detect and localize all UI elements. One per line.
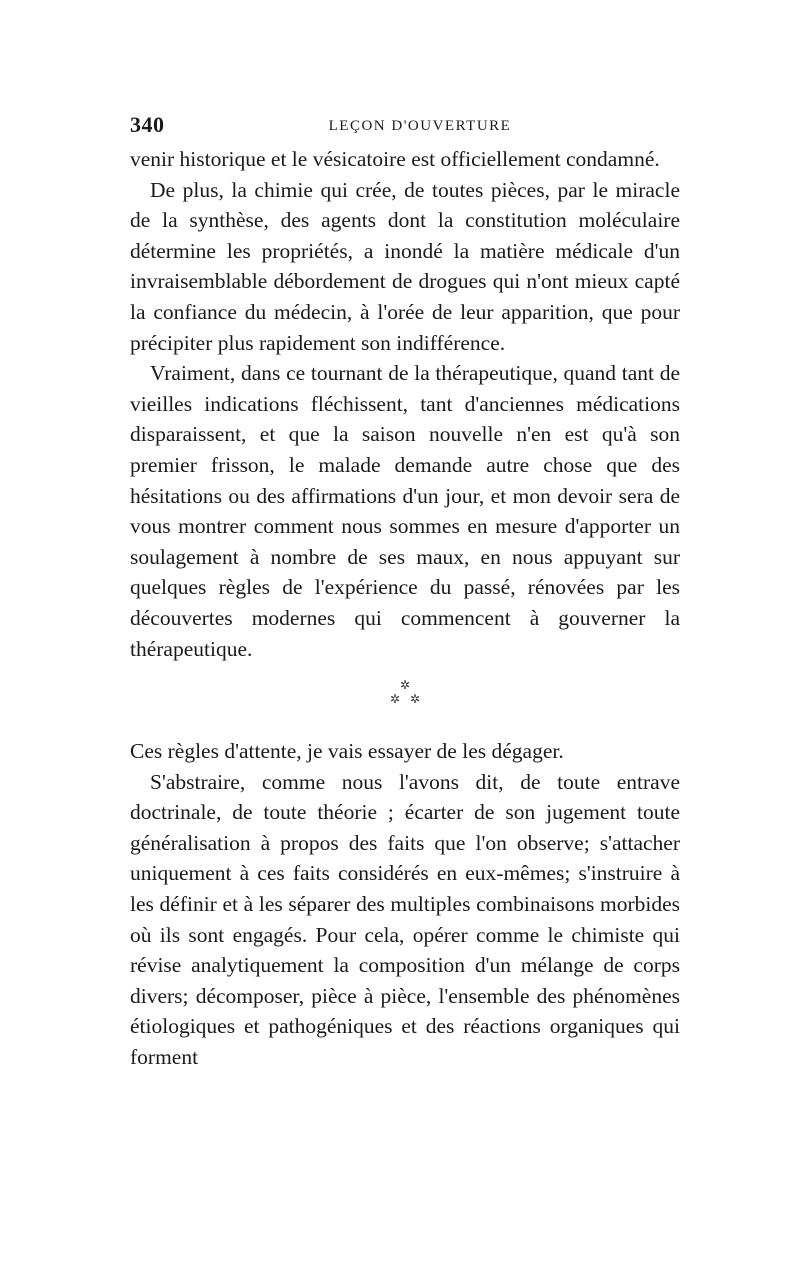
asterism-star-icon: ✲ (410, 692, 421, 707)
page-number: 340 (130, 112, 165, 137)
body-text (130, 144, 680, 1073)
asterism-star-icon: ✲ (400, 678, 411, 693)
paragraph: S'abstraire, comme nous l'avons dit, de toute entrave doctrinale, de toute théorie ; écarter de son jugement toute généralisation à propos des faits que l'on observe; s'attacher uniquement à ces faits considérés en eux-mêmes; s'instruire à les définir et à les séparer des multiples combinaisons morbides où ils sont engagés. Pour cela, opérer comme le chimiste qui révise analytiquement la composition d'un mélange de corps divers; décomposer, pièce à pièce, l'ensemble des phénomènes étiologiques et pathogéniques et des réactions organiques qui forment (130, 769, 680, 1070)
running-title: LEÇON D'OUVERTURE (328, 118, 512, 134)
paragraph: De plus, la chimie qui crée, de toutes pièces, par le miracle de la synthèse, des agents dont la constitution moléculaire détermine les propriétés, a inondé la matière médicale d'un invraisemblable débordement de drogues qui n'ont mieux capté la confiance du médecin, à l'orée de leur apparition, que pour précipiter plus rapidement son indifférence. (130, 177, 680, 355)
paragraph: Vraiment, dans ce tournant de la thérapeutique, quand tant de vieilles indications fléchissent, tant d'anciennes médications disparaissent, et que la saison nouvelle n'en est qu'à son premier frisson, le malade demande autre chose que des hésitations ou des affirmations d'un jour, et mon devoir sera de vous montrer comment nous sommes en mesure d'apporter un soulagement à nombre de ses maux, en nous appuyant sur quelques règles de l'expérience du passé, rénovées par les découvertes modernes qui commencent à gouverner la thérapeutique. (130, 361, 680, 661)
paragraph: venir historique et le vésicatoire est officiellement condamné. (130, 147, 660, 171)
asterism-star-icon: ✲ (390, 692, 401, 707)
asterism-ornament (388, 678, 428, 712)
section-divider (130, 670, 680, 730)
paragraph: Ces règles d'attente, je vais essayer de les dégager. (130, 739, 564, 764)
book-page (130, 112, 680, 1073)
running-head (130, 112, 680, 144)
